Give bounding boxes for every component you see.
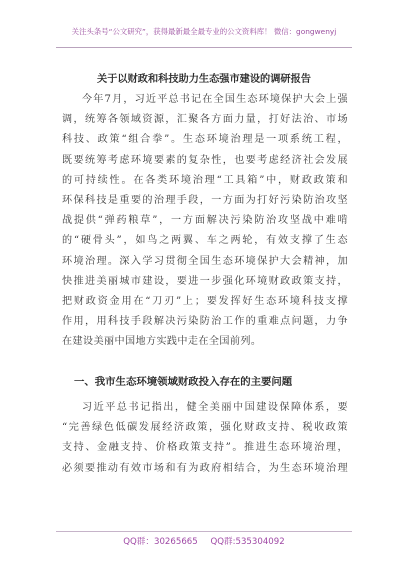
text-line: 支持、金融支持、价格政策支持”。推进生态环境治理，	[62, 442, 348, 454]
text-line: 的可持续性。在各类环境治理“工具箱”中，财政政策和	[62, 174, 348, 186]
text-line: 必须要推动有效市场和有为政府相结合，为生态环境治理	[62, 462, 348, 474]
text-line: 把财政资金用在“刀刃”上；要发挥好生态环境科技支撑	[62, 295, 348, 307]
text-line: 环保科技是重要的治理手段，一方面为打好污染防治攻坚	[62, 194, 348, 206]
text-line: 习近平总书记指出，健全美丽中国建设保障体系，要	[82, 402, 348, 413]
footer-qq-2: QQ群:535304092	[210, 537, 285, 547]
paragraph-1	[62, 90, 348, 352]
text-line: 环境治理。深入学习贯彻全国生态环境保护大会精神，加	[62, 255, 348, 267]
header-promo: 关注头条号“公文研究”，获得最新最全最专业的公文资料库！ 微信：gongwenyj	[71, 27, 337, 36]
section-heading: 一、我市生态环境领域财政投入存在的主要问题	[74, 376, 293, 388]
text-line: “完善绿色低碳发展经济政策，强化财政支持、税收政策	[62, 422, 348, 434]
text-line: 在建设美丽中国地方实践中走在全国前列。	[62, 336, 262, 348]
header-divider	[56, 47, 352, 48]
text-line: 战提供“弹药粮草”，一方面解决污染防治攻坚战中难啃	[62, 215, 348, 227]
text-line: 科技、政策“组合拳”。生态环境治理是一项系统工程，	[62, 134, 348, 146]
paragraph-2	[62, 398, 348, 479]
footer-divider	[56, 531, 352, 532]
footer-contact	[0, 535, 408, 547]
footer-qq-1: QQ群：30265665	[123, 537, 198, 547]
text-line: 既要统筹考虑环境要素的复杂性，也要考虑经济社会发展	[62, 154, 348, 166]
text-line: 调，统筹各领域资源，汇聚各方面力量，打好法治、市场	[62, 114, 348, 126]
text-line: 今年7月，习近平总书记在全国生态环境保护大会上强	[82, 94, 348, 105]
text-line: 的“硬骨头”，如鸟之两翼、车之两轮，有效支撑了生态	[62, 235, 348, 247]
text-line: 作用，用科技手段解决污染防治工作的重难点问题，力争	[62, 316, 348, 328]
text-line: 快推进美丽城市建设，要进一步强化环境财政政策支持，	[62, 275, 348, 287]
document-title: 关于以财政和科技助力生态强市建设的调研报告	[97, 73, 311, 85]
